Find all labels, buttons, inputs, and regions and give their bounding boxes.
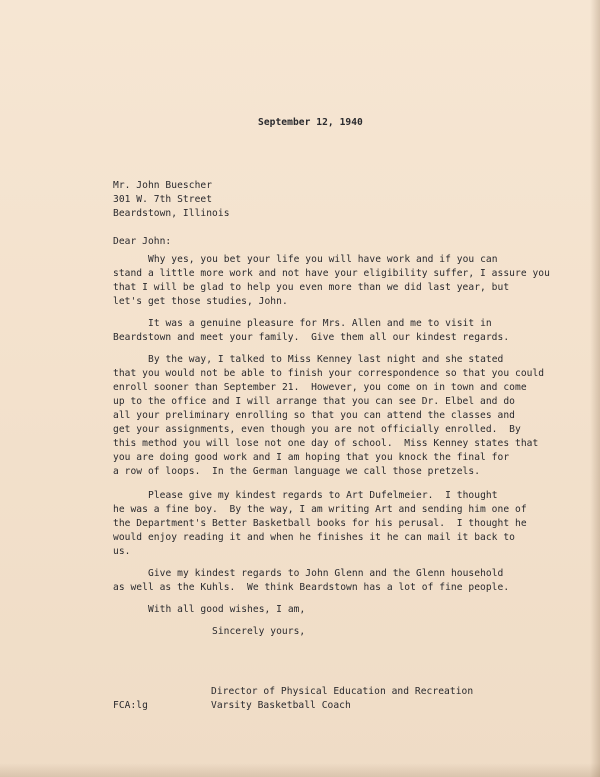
paragraph-3-line-3: enroll sooner than September 21. However, you come on in town and come	[113, 382, 527, 393]
paragraph-1-line-3: that I will be glad to help you even more than we did last year, but	[113, 282, 510, 293]
recipient-street: 301 W. 7th Street	[113, 194, 213, 205]
valediction: Sincerely yours,	[212, 626, 306, 637]
recipient-name: Mr. John Buescher	[113, 180, 213, 191]
paragraph-4-line-1: Please give my kindest regards to Art Dufelmeier. I thought	[148, 490, 498, 501]
paragraph-4-line-2: he was a fine boy. By the way, I am writing Art and sending him one of	[113, 504, 527, 515]
paragraph-3-line-8: you are doing good work and I am hoping that you knock the final for	[113, 452, 510, 463]
recipient-city: Beardstown, Illinois	[113, 208, 230, 219]
paragraph-3-line-2: that you would not be able to finish your correspondence so that you could	[113, 368, 545, 379]
signer-title-2: Varsity Basketball Coach	[211, 700, 351, 711]
paragraph-3-line-4: up to the office and I will arrange that you can see Dr. Elbel and do	[113, 396, 515, 407]
paragraph-1-line-1: Why yes, you bet your life you will have work and if you can	[148, 254, 498, 265]
signer-title-1: Director of Physical Education and Recreation	[211, 686, 474, 697]
paragraph-4-line-4: would enjoy reading it and when he finishes it he can mail it back to	[113, 532, 515, 543]
paragraph-3-line-6: get your assignments, even though you are not officially enrolled. By	[113, 424, 521, 435]
paragraph-3-line-9: a row of loops. In the German language we call those pretzels.	[113, 466, 481, 477]
letter-date: September 12, 1940	[258, 117, 363, 128]
paragraph-5-line-2: as well as the Kuhls. We think Beardstown has a lot of fine people.	[113, 582, 510, 593]
paragraph-5-line-1: Give my kindest regards to John Glenn and the Glenn household	[148, 568, 504, 579]
closing-line: With all good wishes, I am,	[148, 604, 306, 615]
paragraph-3-line-7: this method you will lose not one day of school. Miss Kenney states that	[113, 438, 539, 449]
paragraph-3-line-5: all your preliminary enrolling so that you can attend the classes and	[113, 410, 515, 421]
typist-initials: FCA:lg	[113, 700, 148, 711]
paragraph-4-line-5: us.	[113, 546, 131, 557]
salutation: Dear John:	[113, 236, 172, 247]
paragraph-3-line-1: By the way, I talked to Miss Kenney last night and she stated	[148, 354, 504, 365]
page-edge-shadow	[590, 0, 600, 777]
paragraph-2-line-2: Beardstown and meet your family. Give them all our kindest regards.	[113, 332, 510, 343]
paragraph-1-line-2: stand a little more work and not have your eligibility suffer, I assure you	[113, 268, 550, 279]
paragraph-1-line-4: let's get those studies, John.	[113, 296, 288, 307]
paragraph-2-line-1: It was a genuine pleasure for Mrs. Allen and me to visit in	[148, 318, 492, 329]
paragraph-4-line-3: the Department's Better Basketball books for his perusal. I thought he	[113, 518, 527, 529]
page-bottom-edge	[0, 763, 600, 777]
